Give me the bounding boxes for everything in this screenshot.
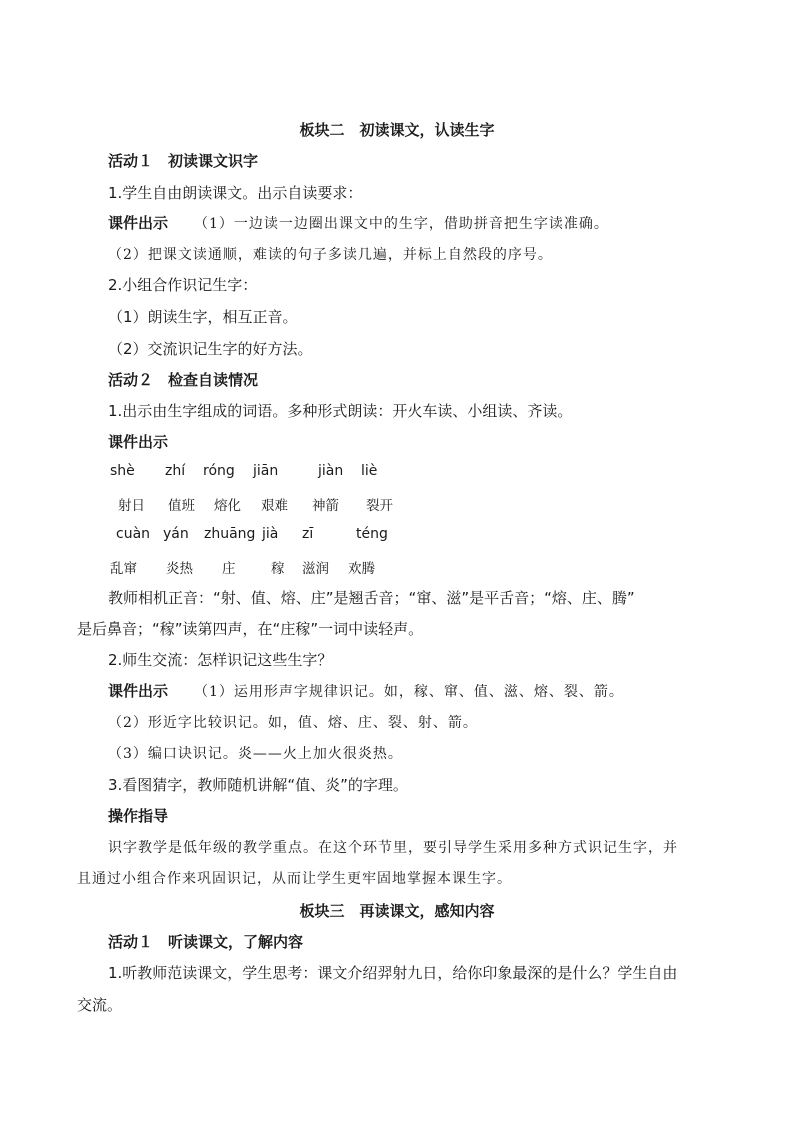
paragraph: 2.小组合作识记生字：	[108, 276, 258, 294]
word: 滋润	[302, 561, 329, 577]
section3-title: 板块三 再读课文，感知内容	[299, 902, 495, 920]
pinyin: jià	[262, 526, 279, 542]
activity-heading: 活动１ 初读课文识字	[108, 152, 259, 170]
guide-text: 识字教学是低年级的教学重点。在这个环节里，要引导学生采用多种方式识记生字，并	[108, 840, 678, 856]
pinyin-row	[0, 526, 794, 546]
word: 炎热	[166, 561, 193, 577]
paragraph: 3.看图猜字，教师随机讲解“值、炎”的字理。	[108, 776, 408, 794]
section2-title: 板块二 初读课文，认读生字	[299, 121, 495, 139]
courseware-text: （1）一边读一边圈出课文中的生字，借助拼音把生字读准确。	[194, 216, 609, 232]
pinyin: zī	[302, 526, 314, 542]
paragraph: 1.听教师范读课文，学生思考：课文介绍羿射九日，给你印象最深的是什么？学生自由	[108, 964, 678, 982]
courseware-text: （1）运用形声字规律识记。如，稼、窜、值、滋、熔、裂、箭。	[194, 684, 624, 700]
courseware-label: 课件出示	[108, 433, 169, 451]
pinyin: téng	[356, 526, 388, 542]
activity-heading: 活动１ 听读课文，了解内容	[108, 933, 304, 951]
paragraph: 2.师生交流：怎样识记这些生字？	[108, 651, 333, 669]
courseware-label: 课件出示	[108, 682, 169, 700]
activity-heading: 活动２ 检查自读情况	[108, 371, 259, 389]
pinyin: jiàn	[318, 463, 344, 479]
paragraph: 1.学生自由朗读课文。出示自读要求：	[108, 184, 363, 202]
courseware-text: （2）形近字比较识记。如，值、熔、庄、裂、射、箭。	[108, 715, 478, 731]
guide-text: 且通过小组合作来巩固识记，从而让学生更牢固地掌握本课生字。	[77, 871, 512, 887]
paragraph: （1）朗读生字，相互正音。	[108, 308, 298, 326]
pinyin: zhí	[165, 463, 186, 479]
pinyin: jiān	[253, 463, 279, 479]
courseware-text: （3）编口诀识记。炎——火上加火很炎热。	[108, 746, 403, 762]
paragraph: 交流。	[77, 996, 123, 1014]
paragraph: 是后鼻音；“稼”读第四声，在“庄稼”一词中读轻声。	[77, 620, 424, 638]
pinyin: yán	[163, 526, 189, 542]
paragraph: 1.出示由生字组成的词语。多种形式朗读：开火车读、小组读、齐读。	[108, 402, 573, 420]
pinyin: róng	[203, 463, 235, 479]
word: 射日	[118, 498, 145, 514]
word: 艰难	[261, 498, 288, 514]
word: 稼	[271, 561, 285, 577]
word: 欢腾	[348, 561, 375, 577]
word: 乱窜	[110, 561, 137, 577]
paragraph: 教师相机正音：“射、值、熔、庄”是翘舌音；“窜、滋”是平舌音；“熔、庄、腾”	[108, 589, 635, 607]
word: 庄	[222, 561, 236, 577]
word: 熔化	[214, 498, 241, 514]
word: 值班	[168, 498, 195, 514]
courseware-text: （2）把课文读通顺，难读的句子多读几遍，并标上自然段的序号。	[108, 247, 553, 263]
pinyin: cuàn	[116, 526, 151, 542]
guide-label: 操作指导	[108, 807, 169, 825]
pinyin: liè	[361, 463, 378, 479]
pinyin: zhuāng	[204, 526, 256, 542]
word-row	[0, 494, 794, 514]
paragraph: （2）交流识记生字的好方法。	[108, 340, 313, 358]
word: 裂开	[366, 498, 393, 514]
courseware-label: 课件出示	[108, 214, 169, 232]
word: 神箭	[312, 498, 339, 514]
word-row	[0, 557, 794, 577]
pinyin: shè	[110, 463, 135, 479]
pinyin-row	[0, 463, 794, 483]
